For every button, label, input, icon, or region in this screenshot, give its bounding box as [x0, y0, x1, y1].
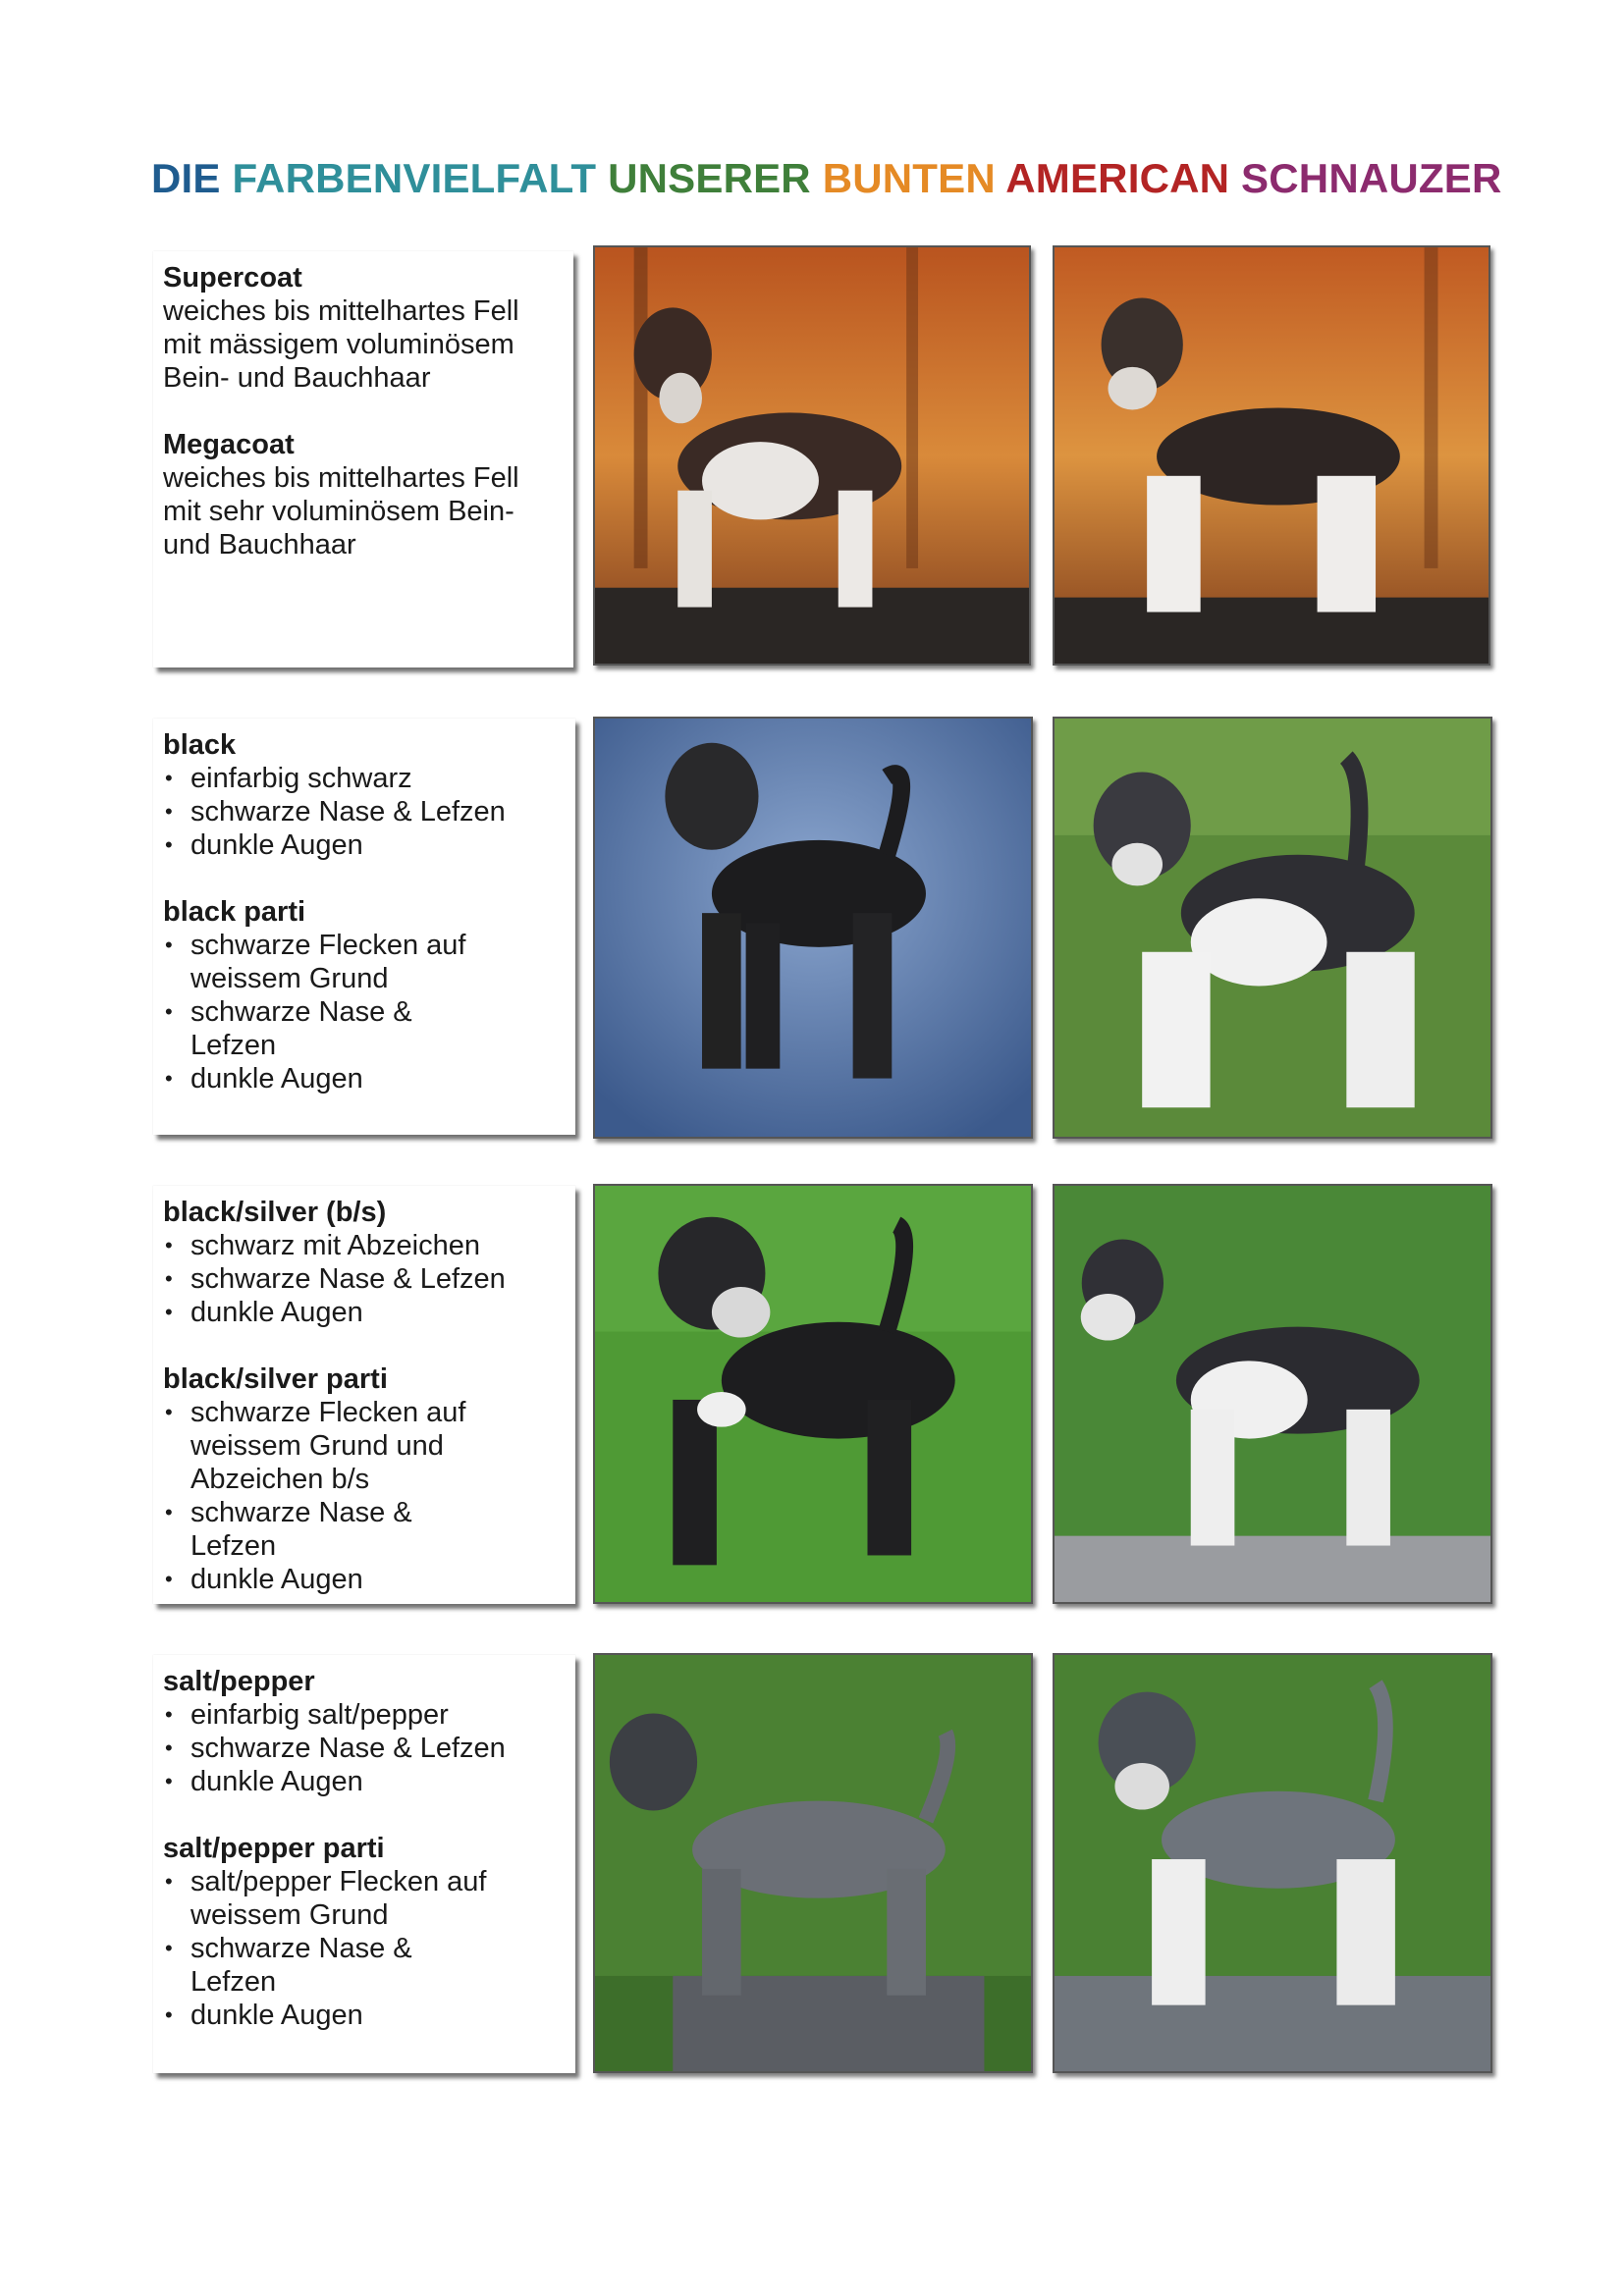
list-item: schwarze Flecken auf weissem Grund und Abzeichen b/s: [190, 1397, 466, 1495]
bullet-list: [163, 1865, 497, 2032]
bullet: •: [165, 1400, 173, 1424]
description-line: weiches bis mittelhartes Fell: [163, 295, 519, 327]
list-item: schwarze Nase & Lefzen: [190, 1263, 506, 1295]
bullet: •: [165, 933, 173, 957]
photo-black-silver-parti-dog: [1053, 1184, 1492, 1604]
description-card-coat: [153, 251, 573, 667]
description-card-salt-pepper: [153, 1655, 575, 2073]
bullet-list: [163, 1229, 575, 1329]
bullet: •: [165, 799, 173, 824]
bullet: •: [165, 1769, 173, 1793]
list-item: dunkle Augen: [190, 2000, 363, 2031]
photo-megacoat-dog: [1053, 245, 1490, 666]
description-line: und Bauchhaar: [163, 529, 356, 561]
photo-black-parti-dog: [1053, 717, 1492, 1139]
list-item: schwarz mit Abzeichen: [190, 1230, 480, 1261]
list-item: dunkle Augen: [190, 1564, 363, 1595]
title-word: AMERICAN: [1005, 155, 1230, 201]
bullet: •: [165, 1869, 173, 1894]
description-line: weiches bis mittelhartes Fell: [163, 462, 519, 494]
bullet-list: [163, 1396, 487, 1596]
heading-supercoat: Supercoat: [163, 262, 302, 294]
heading-black-parti: black parti: [163, 896, 306, 928]
bullet-list: [163, 929, 497, 1095]
list-item: schwarze Nase & Lefzen: [190, 996, 412, 1061]
bullet: •: [165, 1936, 173, 1960]
description-card-black-silver: [153, 1186, 575, 1604]
photo-supercoat-dog: [593, 245, 1031, 666]
title-word: DIE: [151, 155, 221, 201]
photo-salt-pepper-parti-dog: [1053, 1653, 1492, 2073]
list-item: einfarbig schwarz: [190, 763, 412, 794]
bullet: •: [165, 1300, 173, 1324]
title-word: FARBENVIELFALT: [232, 155, 597, 201]
bullet: •: [165, 2002, 173, 2027]
list-item: schwarze Flecken auf weissem Grund: [190, 930, 466, 994]
list-item: schwarze Nase & Lefzen: [190, 796, 506, 828]
description-card-black: [153, 719, 575, 1135]
list-item: dunkle Augen: [190, 1063, 363, 1095]
photo-black-dog: [593, 717, 1033, 1139]
list-item: schwarze Nase & Lefzen: [190, 1733, 506, 1764]
list-item: einfarbig salt/pepper: [190, 1699, 449, 1731]
bullet: •: [165, 1266, 173, 1291]
title-word: SCHNAUZER: [1241, 155, 1502, 201]
description-line: mit sehr voluminösem Bein-: [163, 496, 514, 527]
bullet: •: [165, 1702, 173, 1727]
heading-salt-pepper: salt/pepper: [163, 1666, 315, 1697]
heading-black-silver: black/silver (b/s): [163, 1197, 387, 1228]
title-word: BUNTEN: [822, 155, 996, 201]
bullet-list: [163, 1698, 575, 1798]
heading-black-silver-parti: black/silver parti: [163, 1363, 388, 1395]
photo-black-silver-dog: [593, 1184, 1033, 1604]
page-title: [151, 155, 1502, 202]
bullet: •: [165, 1567, 173, 1591]
bullet: •: [165, 1735, 173, 1760]
bullet: •: [165, 832, 173, 857]
list-item: dunkle Augen: [190, 1297, 363, 1328]
list-item: schwarze Nase & Lefzen: [190, 1933, 412, 1998]
bullet: •: [165, 766, 173, 790]
description-line: mit mässigem voluminösem: [163, 329, 514, 360]
bullet: •: [165, 1500, 173, 1524]
bullet: •: [165, 1233, 173, 1257]
bullet-list: [163, 762, 575, 862]
heading-black: black: [163, 729, 237, 761]
heading-salt-pepper-parti: salt/pepper parti: [163, 1833, 385, 1864]
bullet: •: [165, 1066, 173, 1091]
bullet: •: [165, 999, 173, 1024]
title-word: UNSERER: [608, 155, 811, 201]
list-item: dunkle Augen: [190, 1766, 363, 1797]
list-item: salt/pepper Flecken auf weissem Grund: [190, 1866, 487, 1931]
heading-megacoat: Megacoat: [163, 429, 295, 460]
list-item: dunkle Augen: [190, 829, 363, 861]
description-line: Bein- und Bauchhaar: [163, 362, 431, 394]
photo-salt-pepper-dog: [593, 1653, 1033, 2073]
list-item: schwarze Nase & Lefzen: [190, 1497, 412, 1562]
